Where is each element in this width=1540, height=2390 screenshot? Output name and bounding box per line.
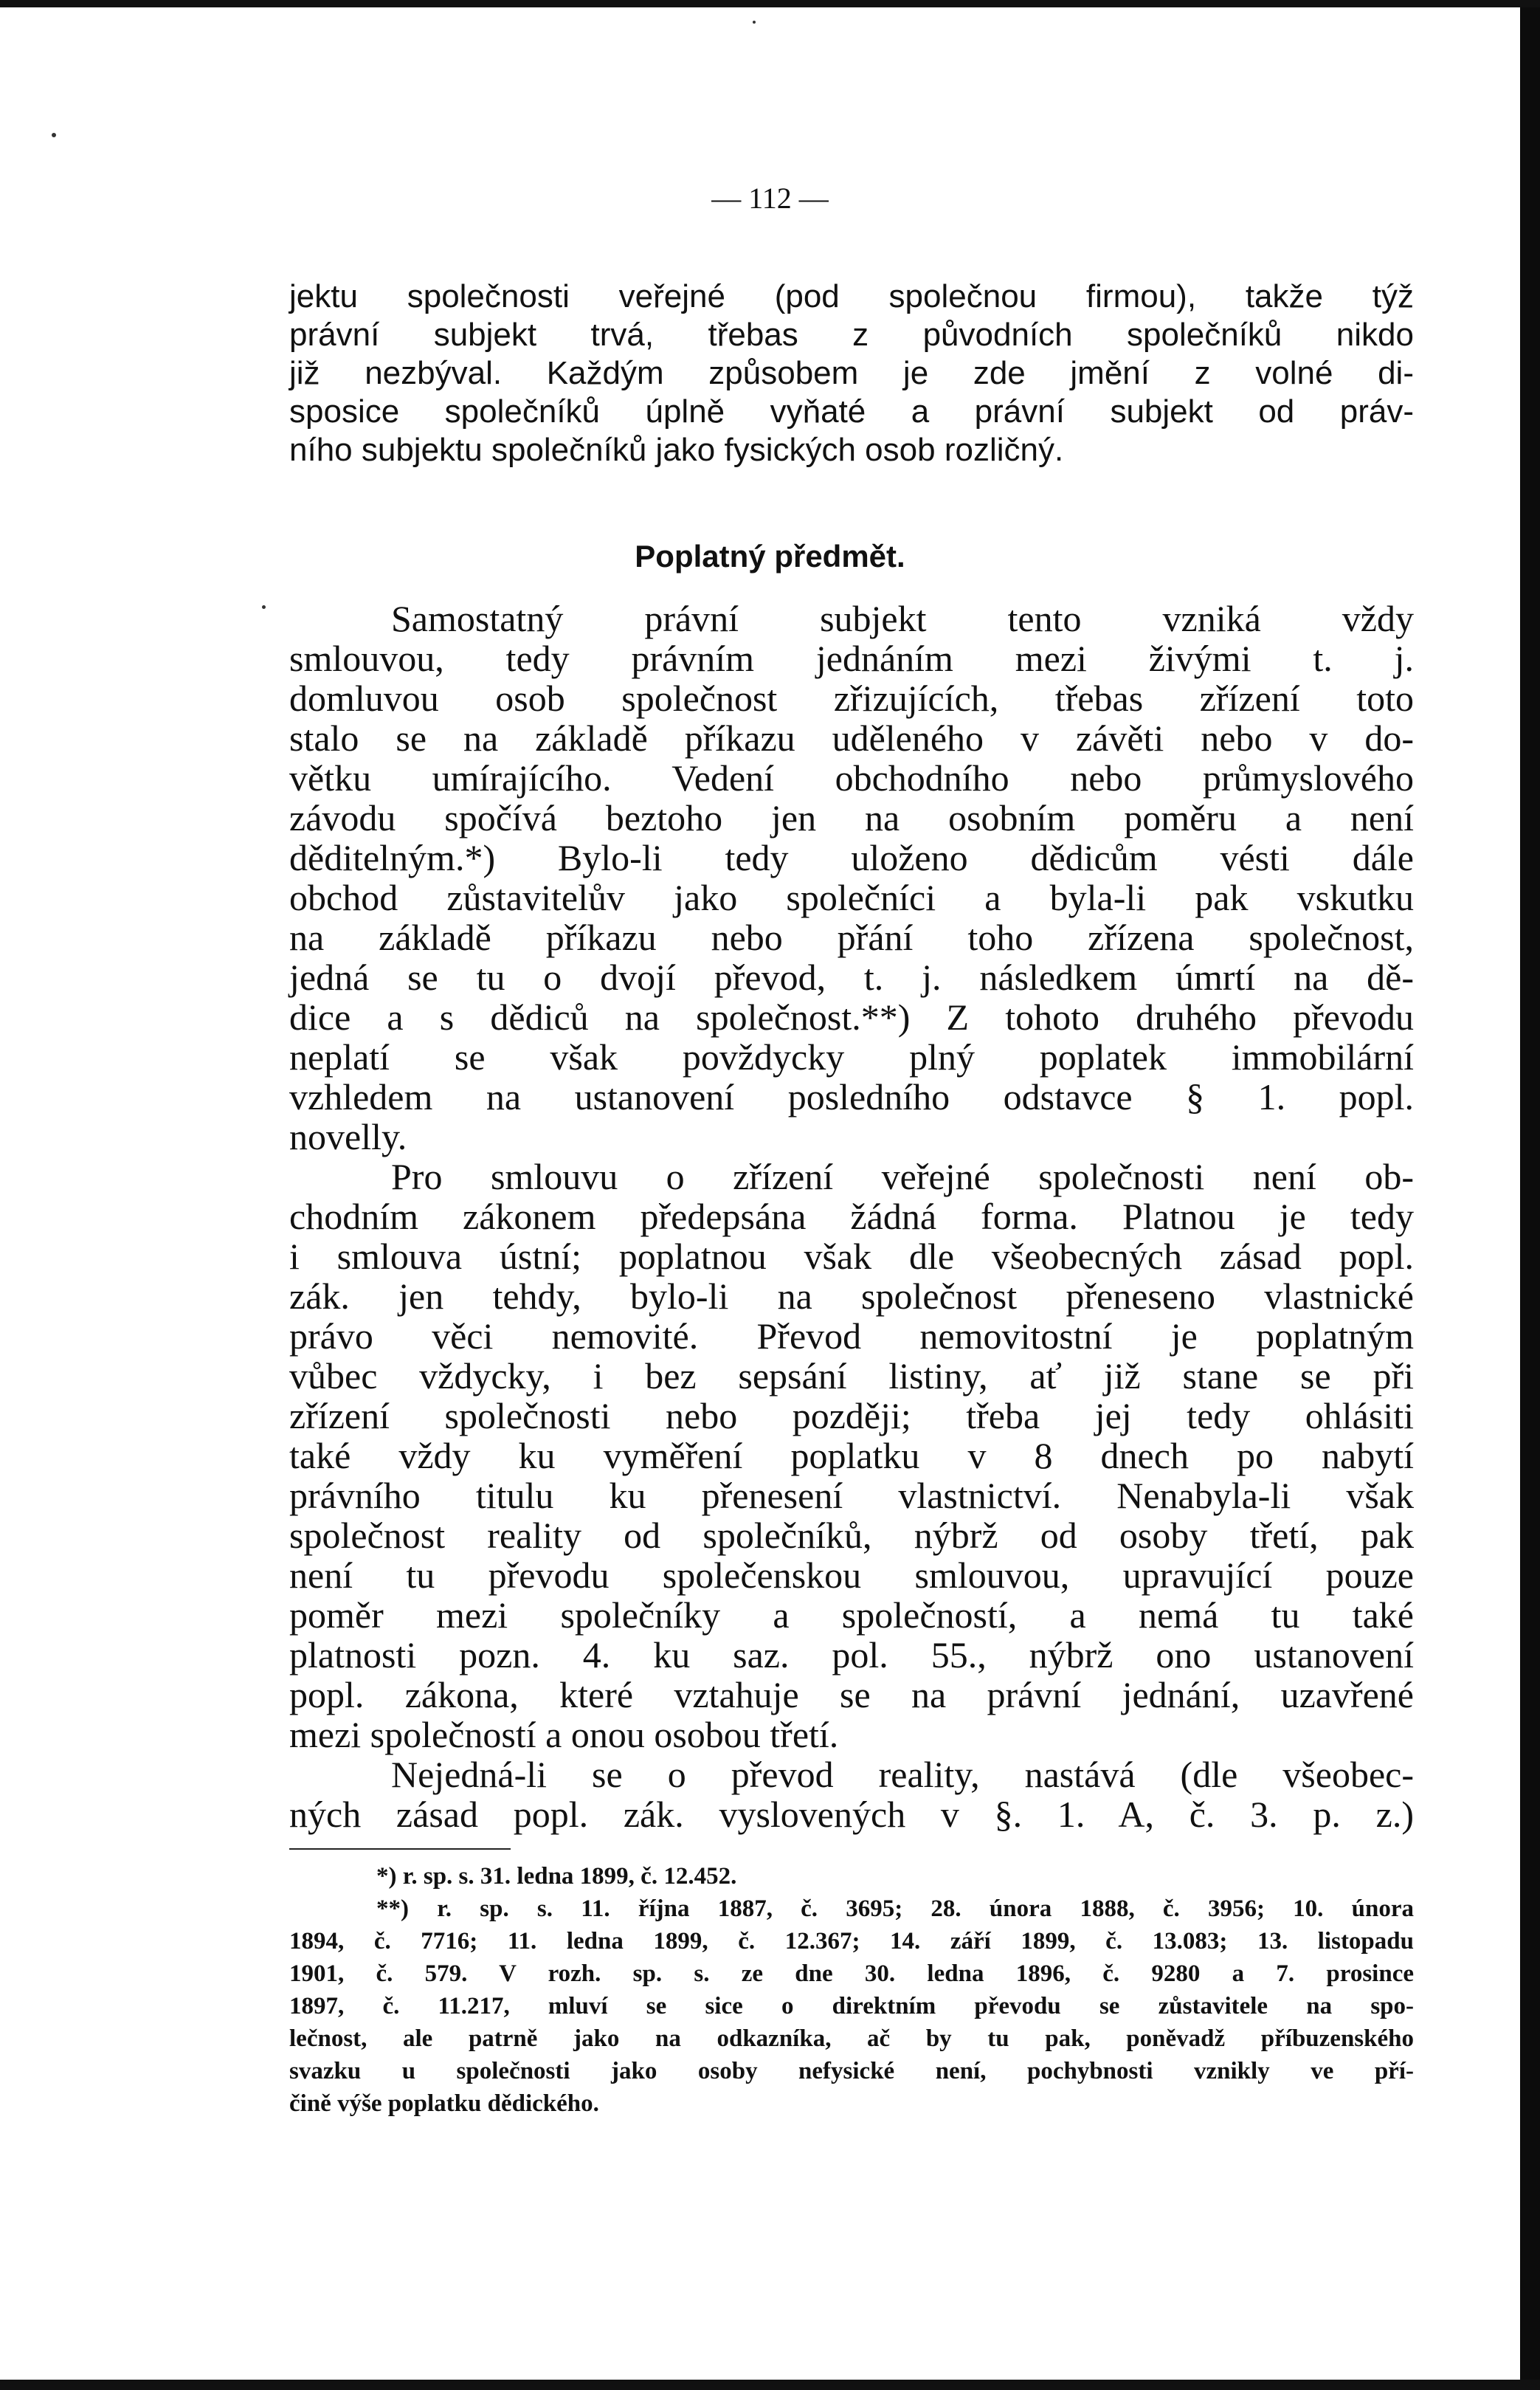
footnote-line: lečnost, ale patrně jako na odkazníka, ač by tu pak, poněvadž příbuzenského (289, 2025, 1414, 2052)
text-line: popl. zákona, které vztahuje se na právní jednání, uzavřené (289, 1674, 1414, 1715)
text-line: ního subjektu společníků jako fysických osob rozličný. (289, 432, 1064, 468)
text-line: závodu spočívá beztoho jen na osobním poměru a není (289, 797, 1414, 838)
section-heading: Poplatný předmět. (635, 539, 905, 574)
footnote-line: svazku u společnosti jako osoby nefysické není, pochybnosti vznikly ve pří- (289, 2058, 1414, 2084)
scan-edge-bottom (0, 2380, 1540, 2390)
text-line: smlouvou, tedy právním jednáním mezi živými t. j. (289, 638, 1414, 679)
text-line: jedná se tu o dvojí převod, t. j. následkem úmrtí na dě- (289, 957, 1414, 998)
text-line: jektu společnosti veřejné (pod společnou firmou), takže týž (289, 278, 1414, 314)
page-number: — 112 — (711, 182, 829, 215)
scan-edge-right (1520, 0, 1540, 2390)
footnote-line: *) r. sp. s. 31. ledna 1899, č. 12.452. (376, 1863, 737, 1890)
text-line: právního titulu ku přenesení vlastnictví. Nenabyla-li však (289, 1475, 1414, 1516)
footnote-line: 1897, č. 11.217, mluví se sice o direktním převodu se zůstavitele na spo- (289, 1993, 1414, 2019)
text-line: zák. jen tehdy, bylo-li na společnost přeneseno vlastnické (289, 1275, 1414, 1317)
text-line: i smlouva ústní; poplatnou však dle všeobecných zásad popl. (289, 1236, 1414, 1277)
text-line: větku umírajícího. Vedení obchodního nebo průmyslového (289, 757, 1414, 799)
text-line: není tu převodu společenskou smlouvou, upravující pouze (289, 1554, 1414, 1596)
text-line: právo věci nemovité. Převod nemovitostní je poplatným (289, 1315, 1414, 1357)
text-line: dice a s dědiců na společnost.**) Z tohoto druhého převodu (289, 996, 1414, 1038)
text-line: mezi společností a onou osobou třetí. (289, 1714, 839, 1755)
text-line: Pro smlouvu o zřízení veřejné společnosti není ob- (391, 1156, 1414, 1197)
text-line: zřízení společnosti nebo později; třeba jej tedy ohlásiti (289, 1395, 1414, 1436)
text-line: již nezbýval. Každým způsobem je zde jmění z volné di- (289, 355, 1414, 391)
text-line: stalo se na základě příkazu uděleného v závěti nebo v do- (289, 717, 1414, 759)
text-line: novelly. (289, 1116, 407, 1157)
text-line: obchod zůstavitelův jako společníci a byla-li pak vskutku (289, 877, 1414, 918)
text-line: ných zásad popl. zák. vyslovených v §. 1. A, č. 3. p. z.) (289, 1794, 1414, 1835)
footnote-line: čině výše poplatku dědického. (289, 2090, 599, 2117)
scan-edge-top (0, 0, 1540, 7)
text-line: vůbec vždycky, i bez sepsání listiny, ať již stane se při (289, 1355, 1414, 1397)
text-line: neplatí se však povždycky plný poplatek immobilární (289, 1036, 1414, 1078)
footnote-line: 1901, č. 579. V rozh. sp. s. ze dne 30. ledna 1896, č. 9280 a 7. prosince (289, 1960, 1414, 1987)
footnote-line: **) r. sp. s. 11. října 1887, č. 3695; 28. února 1888, č. 3956; 10. února (376, 1895, 1414, 1922)
footnote-separator (289, 1848, 511, 1850)
scan-speck (262, 605, 266, 609)
text-line: domluvou osob společnost zřizujících, třebas zřízení toto (289, 678, 1414, 719)
scan-speck (52, 133, 56, 137)
text-line: sposice společníků úplně vyňaté a právní subjekt od práv- (289, 393, 1414, 430)
text-line: poměr mezi společníky a společností, a nemá tu také (289, 1594, 1414, 1636)
footnote-line: 1894, č. 7716; 11. ledna 1899, č. 12.367; 14. září 1899, č. 13.083; 13. listopadu (289, 1928, 1414, 1955)
text-line: chodním zákonem předepsána žádná forma. Platnou je tedy (289, 1196, 1414, 1237)
text-line: právní subjekt trvá, třebas z původních společníků nikdo (289, 317, 1414, 353)
text-line: také vždy ku vyměření poplatku v 8 dnech po nabytí (289, 1435, 1414, 1476)
text-line: platnosti pozn. 4. ku saz. pol. 55., nýbrž ono ustanovení (289, 1634, 1414, 1676)
text-line: vzhledem na ustanovení posledního odstavce § 1. popl. (289, 1076, 1414, 1117)
scan-speck (753, 21, 756, 24)
text-line: děditelným.*) Bylo-li tedy uloženo dědicům vésti dále (289, 837, 1414, 878)
text-line: Samostatný právní subjekt tento vzniká vždy (391, 598, 1414, 639)
text-line: na základě příkazu nebo přání toho zřízena společnost, (289, 917, 1414, 958)
text-line: Nejedná-li se o převod reality, nastává (dle všeobec- (391, 1754, 1414, 1795)
text-line: společnost reality od společníků, nýbrž od osoby třetí, pak (289, 1515, 1414, 1556)
